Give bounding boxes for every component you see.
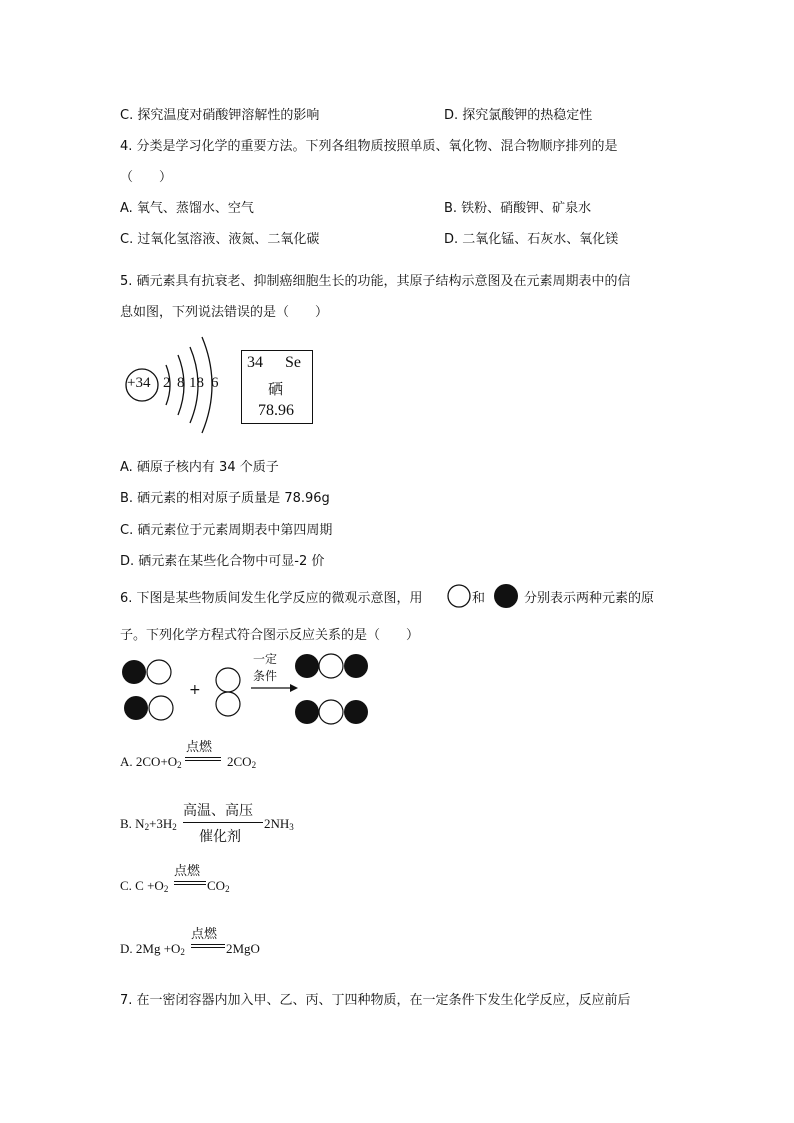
q5-option-b: B. 硒元素的相对原子质量是 78.96g	[120, 491, 330, 506]
q7-stem: 7. 在一密闭容器内加入甲、乙、丙、丁四种物质，在一定条件下发生化学反应，反应前后	[120, 993, 631, 1008]
q6-option-b-condition-top: 高温、高压	[183, 803, 253, 819]
q6-option-c-condition: 点燃	[174, 864, 201, 879]
equal-bar-top-a	[185, 757, 221, 758]
element-atomic-mass: 78.96	[258, 402, 294, 419]
q4-option-d: D. 二氧化锰、石灰水、氧化镁	[444, 232, 619, 247]
element-atomic-number: 34	[247, 354, 263, 371]
equal-bar-bottom-c	[174, 884, 206, 885]
q5-stem-line2: 息如图，下列说法错误的是（ ）	[120, 305, 329, 320]
reaction-arrowhead-icon	[290, 684, 298, 692]
q5-option-c: C. 硒元素位于元素周期表中第四周期	[120, 523, 333, 538]
q6-option-a-condition: 点燃	[186, 740, 213, 755]
q6-option-b-products: $2NH_3$	[264, 816, 294, 832]
equal-bar-top-d	[191, 944, 225, 945]
q4-stem: 4. 分类是学习化学的重要方法。下列各组物质按照单质、氧化物、混合物顺序排列的是	[120, 139, 618, 154]
element-symbol: Se	[285, 354, 301, 371]
black-atom-legend-icon	[492, 582, 520, 610]
q4-paren: （ ）	[120, 170, 173, 185]
q5-stem-line1: 5. 硒元素具有抗衰老、抑制癌细胞生长的功能，其原子结构示意图及在元素周期表中的信	[120, 274, 631, 289]
nucleus-charge: +34	[127, 375, 151, 391]
q6-stem-line2: 子。下列化学方程式符合图示反应关系的是（ ）	[120, 628, 420, 643]
reactant-molecule-3	[216, 668, 240, 716]
equal-bar-top-c	[174, 881, 206, 882]
q6-option-d-condition: 点燃	[191, 927, 218, 942]
shell-count-2: 8	[177, 375, 185, 391]
q6-stem-line1b: 和	[472, 591, 486, 606]
q6-option-c-reactants: C. $C +O_2$	[120, 878, 169, 894]
q6-option-b-condition-bottom: 催化剂	[199, 829, 241, 845]
element-name: 硒	[268, 380, 284, 398]
q6-option-a-products: $2CO_2$	[227, 754, 257, 770]
equal-bar-b	[183, 822, 263, 823]
arrow-condition-top: 一定	[253, 652, 278, 666]
q4-option-b: B. 铁粉、硝酸钾、矿泉水	[444, 201, 592, 216]
white-atom-legend-icon	[446, 583, 472, 609]
shell-count-4: 6	[211, 375, 219, 391]
reactant-molecule-1	[122, 660, 171, 684]
equal-bar-bottom-a	[185, 760, 221, 761]
q4-option-c: C. 过氧化氢溶液、液氮、二氧化碳	[120, 232, 320, 247]
reaction-micro-diagram	[118, 650, 378, 730]
q5-option-d: D. 硒元素在某些化合物中可显-2 价	[120, 554, 325, 569]
shell-count-1: 2	[163, 375, 171, 391]
plus-sign: +	[189, 682, 201, 698]
product-molecule-2	[295, 700, 368, 724]
reactant-molecule-2	[124, 696, 173, 720]
q3-option-d: D. 探究氯酸钾的热稳定性	[444, 108, 593, 123]
q6-option-c-products: $CO_2$	[207, 878, 230, 894]
q4-option-a: A. 氧气、蒸馏水、空气	[120, 201, 254, 216]
arrow-condition-bottom: 条件	[253, 669, 278, 683]
q6-stem-line1a: 6. 下图是某些物质间发生化学反应的微观示意图，用	[120, 591, 423, 606]
q6-stem-line1c: 分别表示两种元素的原	[524, 591, 655, 606]
product-molecule-1	[295, 654, 368, 678]
q6-option-a-reactants: A. $2CO+O_2$	[120, 754, 182, 770]
q3-option-c: C. 探究温度对硝酸钾溶解性的影响	[120, 108, 320, 123]
q6-option-b-reactants: B. $N_2+3H_2$	[120, 816, 177, 832]
q6-option-d-reactants: D. $2Mg +O_2$	[120, 941, 185, 957]
shell-count-3: 18	[189, 375, 204, 391]
equal-bar-bottom-d	[191, 947, 225, 948]
q6-option-d-products: 2MgO	[226, 941, 260, 956]
q5-option-a: A. 硒原子核内有 34 个质子	[120, 460, 279, 475]
